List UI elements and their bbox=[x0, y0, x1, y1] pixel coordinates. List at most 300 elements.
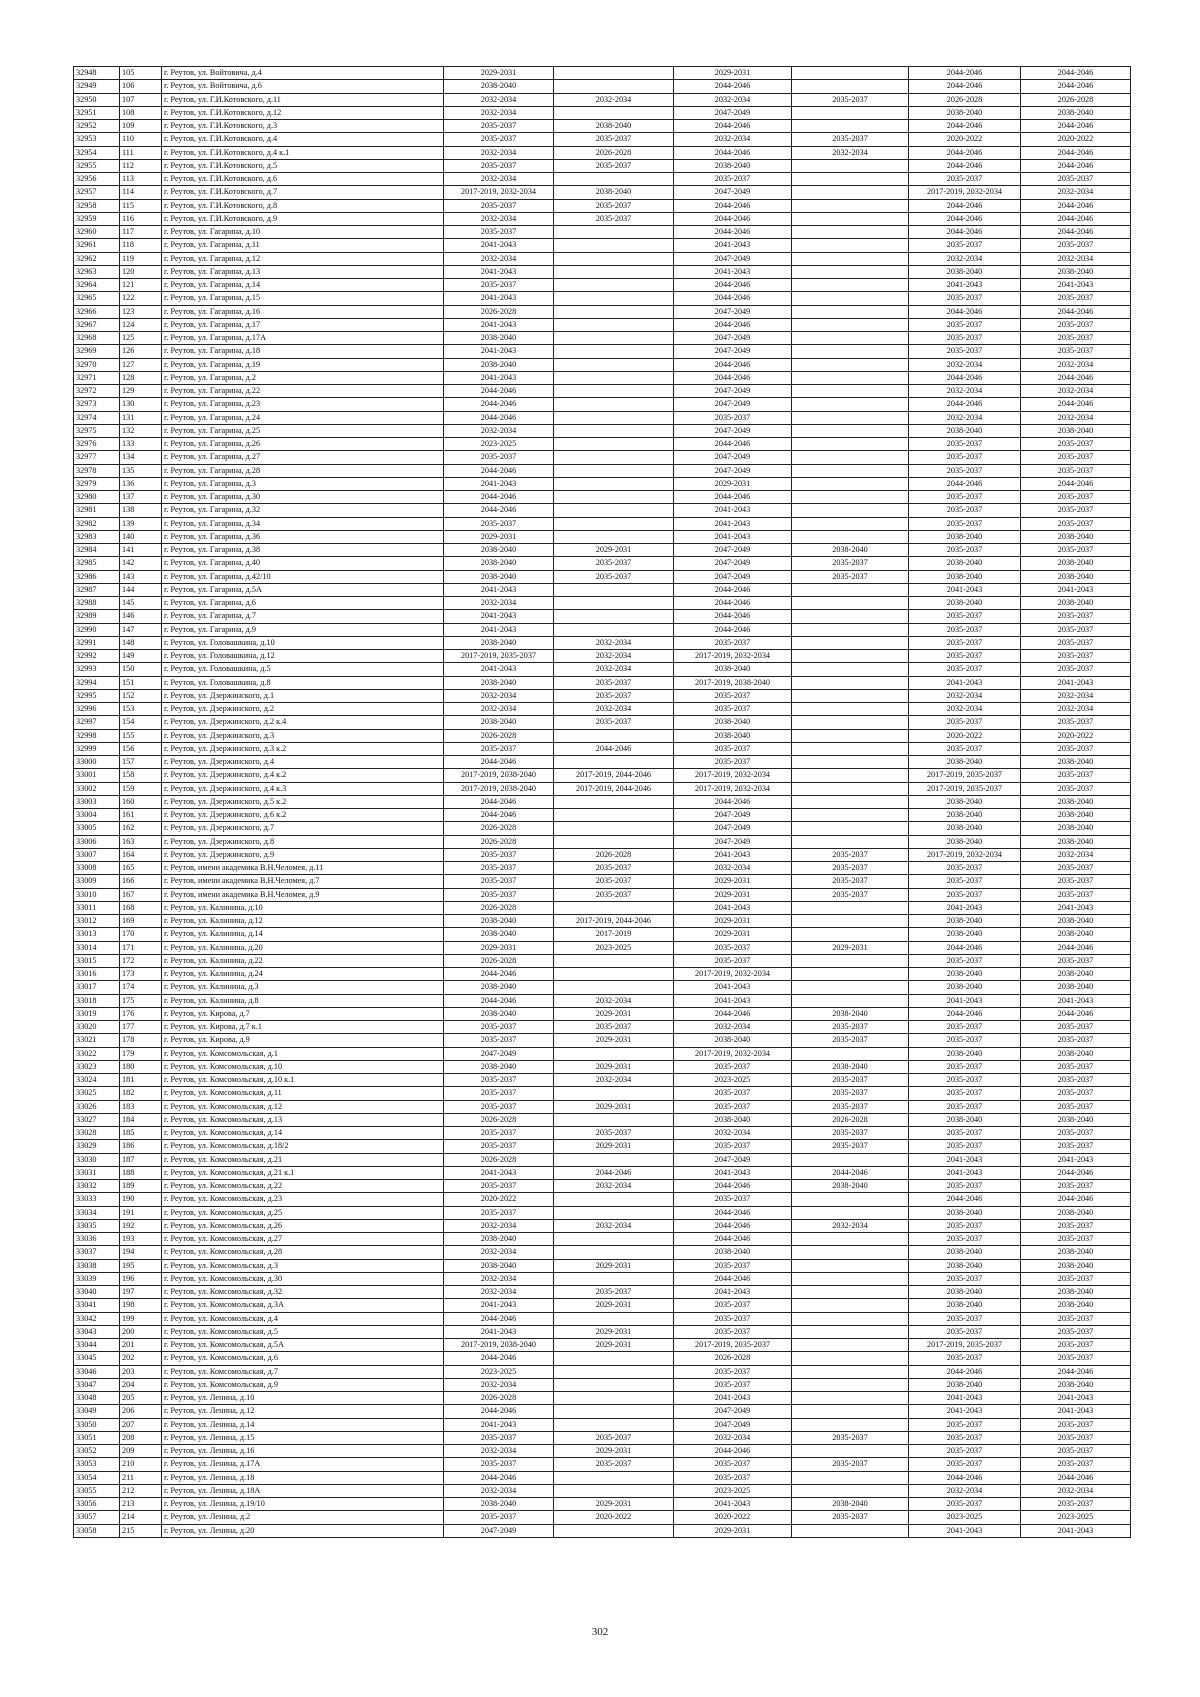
table-row bbox=[74, 1524, 1131, 1537]
period-1-cell: 2044-2046 bbox=[444, 756, 554, 769]
period-6-cell: 2035-2037 bbox=[1021, 1127, 1131, 1140]
period-2-cell bbox=[554, 623, 674, 636]
period-2-cell: 2035-2037 bbox=[554, 1286, 674, 1299]
row-number-cell: 149 bbox=[120, 650, 162, 663]
period-6-cell: 2035-2037 bbox=[1021, 716, 1131, 729]
period-3-cell: 2047-2049 bbox=[674, 835, 792, 848]
period-2-cell bbox=[554, 385, 674, 398]
row-number-cell: 115 bbox=[120, 199, 162, 212]
period-3-cell: 2029-2031 bbox=[674, 888, 792, 901]
period-3-cell: 2035-2037 bbox=[674, 636, 792, 649]
period-5-cell: 2035-2037 bbox=[909, 1272, 1021, 1285]
period-4-cell bbox=[792, 756, 909, 769]
address-cell: г. Реутов, ул. Комсомольская, д.4 bbox=[162, 1312, 444, 1325]
period-4-cell bbox=[792, 239, 909, 252]
address-cell: г. Реутов, ул. Ленина, д.15 bbox=[162, 1431, 444, 1444]
period-5-cell: 2035-2037 bbox=[909, 663, 1021, 676]
period-6-cell: 2026-2028 bbox=[1021, 93, 1131, 106]
period-2-cell bbox=[554, 67, 674, 80]
address-cell: г. Реутов, ул. Ленина, д.18 bbox=[162, 1471, 444, 1484]
table-row bbox=[74, 345, 1131, 358]
record-id-cell: 32980 bbox=[74, 491, 120, 504]
period-3-cell: 2032-2034 bbox=[674, 1431, 792, 1444]
period-6-cell: 2035-2037 bbox=[1021, 888, 1131, 901]
period-4-cell bbox=[792, 424, 909, 437]
address-cell: г. Реутов, ул. Гагарина, д.14 bbox=[162, 279, 444, 292]
address-cell: г. Реутов, ул. Гагарина, д.42/10 bbox=[162, 570, 444, 583]
period-2-cell bbox=[554, 729, 674, 742]
address-cell: г. Реутов, ул. Гагарина, д.22 bbox=[162, 385, 444, 398]
period-5-cell: 2035-2037 bbox=[909, 292, 1021, 305]
period-3-cell: 2047-2049 bbox=[674, 106, 792, 119]
period-4-cell bbox=[792, 226, 909, 239]
period-5-cell: 2038-2040 bbox=[909, 265, 1021, 278]
period-1-cell: 2038-2040 bbox=[444, 557, 554, 570]
record-id-cell: 33050 bbox=[74, 1418, 120, 1431]
period-4-cell bbox=[792, 742, 909, 755]
period-1-cell: 2035-2037 bbox=[444, 133, 554, 146]
record-id-cell: 33022 bbox=[74, 1047, 120, 1060]
period-2-cell: 2032-2034 bbox=[554, 663, 674, 676]
record-id-cell: 32958 bbox=[74, 199, 120, 212]
table-row bbox=[74, 1259, 1131, 1272]
row-number-cell: 161 bbox=[120, 809, 162, 822]
row-number-cell: 174 bbox=[120, 981, 162, 994]
table-row bbox=[74, 464, 1131, 477]
row-number-cell: 162 bbox=[120, 822, 162, 835]
row-number-cell: 105 bbox=[120, 67, 162, 80]
period-3-cell: 2044-2046 bbox=[674, 795, 792, 808]
address-cell: г. Реутов, ул. Дзержинского, д.4 bbox=[162, 756, 444, 769]
period-2-cell bbox=[554, 901, 674, 914]
row-number-cell: 143 bbox=[120, 570, 162, 583]
period-4-cell bbox=[792, 729, 909, 742]
period-2-cell bbox=[554, 822, 674, 835]
record-id-cell: 33014 bbox=[74, 941, 120, 954]
period-1-cell: 2044-2046 bbox=[444, 1352, 554, 1365]
record-id-cell: 33001 bbox=[74, 769, 120, 782]
table-row bbox=[74, 1365, 1131, 1378]
table-row bbox=[74, 1431, 1131, 1444]
period-3-cell: 2029-2031 bbox=[674, 1524, 792, 1537]
period-5-cell: 2035-2037 bbox=[909, 862, 1021, 875]
period-4-cell: 2035-2037 bbox=[792, 848, 909, 861]
table-row bbox=[74, 1352, 1131, 1365]
period-6-cell: 2035-2037 bbox=[1021, 332, 1131, 345]
period-1-cell: 2038-2040 bbox=[444, 636, 554, 649]
record-id-cell: 33055 bbox=[74, 1484, 120, 1497]
period-6-cell: 2035-2037 bbox=[1021, 769, 1131, 782]
period-1-cell: 2044-2046 bbox=[444, 795, 554, 808]
row-number-cell: 116 bbox=[120, 212, 162, 225]
period-4-cell bbox=[792, 981, 909, 994]
period-5-cell: 2035-2037 bbox=[909, 1445, 1021, 1458]
table-row bbox=[74, 1219, 1131, 1232]
row-number-cell: 107 bbox=[120, 93, 162, 106]
period-2-cell bbox=[554, 491, 674, 504]
period-1-cell: 2044-2046 bbox=[444, 1471, 554, 1484]
period-6-cell: 2038-2040 bbox=[1021, 570, 1131, 583]
table-row bbox=[74, 1113, 1131, 1126]
period-6-cell: 2035-2037 bbox=[1021, 345, 1131, 358]
period-5-cell: 2044-2046 bbox=[909, 120, 1021, 133]
row-number-cell: 169 bbox=[120, 915, 162, 928]
period-5-cell: 2035-2037 bbox=[909, 1312, 1021, 1325]
period-4-cell bbox=[792, 186, 909, 199]
address-cell: г. Реутов, ул. Гагарина, д.36 bbox=[162, 530, 444, 543]
period-3-cell: 2044-2046 bbox=[674, 597, 792, 610]
address-cell: г. Реутов, ул. Г.И.Котовского, д.11 bbox=[162, 93, 444, 106]
period-3-cell: 2044-2046 bbox=[674, 358, 792, 371]
row-number-cell: 171 bbox=[120, 941, 162, 954]
period-4-cell bbox=[792, 597, 909, 610]
period-6-cell: 2035-2037 bbox=[1021, 1180, 1131, 1193]
period-1-cell: 2038-2040 bbox=[444, 1498, 554, 1511]
record-id-cell: 33018 bbox=[74, 994, 120, 1007]
period-6-cell: 2035-2037 bbox=[1021, 1498, 1131, 1511]
period-6-cell: 2038-2040 bbox=[1021, 809, 1131, 822]
record-id-cell: 32955 bbox=[74, 159, 120, 172]
row-number-cell: 123 bbox=[120, 305, 162, 318]
period-5-cell: 2035-2037 bbox=[909, 438, 1021, 451]
period-6-cell: 2035-2037 bbox=[1021, 954, 1131, 967]
period-5-cell: 2038-2040 bbox=[909, 981, 1021, 994]
period-6-cell: 2044-2046 bbox=[1021, 371, 1131, 384]
address-cell: г. Реутов, ул. Г.И.Котовского, д.12 bbox=[162, 106, 444, 119]
period-6-cell: 2035-2037 bbox=[1021, 875, 1131, 888]
address-cell: г. Реутов, ул. Головашкина, д.5 bbox=[162, 663, 444, 676]
period-2-cell: 2035-2037 bbox=[554, 888, 674, 901]
period-3-cell: 2017-2019, 2032-2034 bbox=[674, 782, 792, 795]
address-cell: г. Реутов, ул. Дзержинского, д.7 bbox=[162, 822, 444, 835]
period-4-cell bbox=[792, 1445, 909, 1458]
row-number-cell: 137 bbox=[120, 491, 162, 504]
period-3-cell: 2047-2049 bbox=[674, 345, 792, 358]
period-1-cell: 2029-2031 bbox=[444, 67, 554, 80]
period-2-cell: 2029-2031 bbox=[554, 1299, 674, 1312]
period-4-cell bbox=[792, 530, 909, 543]
period-6-cell: 2035-2037 bbox=[1021, 1140, 1131, 1153]
period-6-cell: 2035-2037 bbox=[1021, 650, 1131, 663]
period-5-cell: 2038-2040 bbox=[909, 557, 1021, 570]
period-6-cell: 2035-2037 bbox=[1021, 1087, 1131, 1100]
table-row bbox=[74, 133, 1131, 146]
period-2-cell: 2017-2019 bbox=[554, 928, 674, 941]
period-3-cell: 2044-2046 bbox=[674, 438, 792, 451]
table-row bbox=[74, 716, 1131, 729]
period-3-cell: 2044-2046 bbox=[674, 1272, 792, 1285]
period-4-cell bbox=[792, 610, 909, 623]
row-number-cell: 201 bbox=[120, 1339, 162, 1352]
table-row bbox=[74, 610, 1131, 623]
period-5-cell: 2035-2037 bbox=[909, 623, 1021, 636]
period-3-cell: 2044-2046 bbox=[674, 146, 792, 159]
period-5-cell: 2035-2037 bbox=[909, 464, 1021, 477]
period-1-cell: 2044-2046 bbox=[444, 968, 554, 981]
period-4-cell: 2035-2037 bbox=[792, 557, 909, 570]
record-id-cell: 32972 bbox=[74, 385, 120, 398]
period-2-cell bbox=[554, 438, 674, 451]
row-number-cell: 160 bbox=[120, 795, 162, 808]
address-cell: г. Реутов, ул. Калинина, д.3 bbox=[162, 981, 444, 994]
address-cell: г. Реутов, ул. Гагарина, д.28 bbox=[162, 464, 444, 477]
period-3-cell: 2044-2046 bbox=[674, 1219, 792, 1232]
period-4-cell: 2035-2037 bbox=[792, 1140, 909, 1153]
period-3-cell: 2035-2037 bbox=[674, 1060, 792, 1073]
period-1-cell: 2032-2034 bbox=[444, 703, 554, 716]
row-number-cell: 117 bbox=[120, 226, 162, 239]
period-1-cell: 2041-2043 bbox=[444, 610, 554, 623]
period-5-cell: 2041-2043 bbox=[909, 1153, 1021, 1166]
period-1-cell: 2017-2019, 2035-2037 bbox=[444, 650, 554, 663]
record-id-cell: 33040 bbox=[74, 1286, 120, 1299]
period-2-cell: 2035-2037 bbox=[554, 1431, 674, 1444]
record-id-cell: 33027 bbox=[74, 1113, 120, 1126]
period-4-cell bbox=[792, 1259, 909, 1272]
record-id-cell: 32984 bbox=[74, 544, 120, 557]
table-row bbox=[74, 1246, 1131, 1259]
period-1-cell: 2044-2046 bbox=[444, 411, 554, 424]
period-5-cell: 2044-2046 bbox=[909, 1193, 1021, 1206]
row-number-cell: 127 bbox=[120, 358, 162, 371]
record-id-cell: 32988 bbox=[74, 597, 120, 610]
period-5-cell: 2035-2037 bbox=[909, 875, 1021, 888]
record-id-cell: 33028 bbox=[74, 1127, 120, 1140]
period-5-cell: 2035-2037 bbox=[909, 610, 1021, 623]
record-id-cell: 33047 bbox=[74, 1378, 120, 1391]
period-2-cell: 2044-2046 bbox=[554, 1166, 674, 1179]
period-4-cell bbox=[792, 173, 909, 186]
record-id-cell: 32973 bbox=[74, 398, 120, 411]
period-6-cell: 2035-2037 bbox=[1021, 862, 1131, 875]
period-6-cell: 2032-2034 bbox=[1021, 385, 1131, 398]
address-cell: г. Реутов, ул. Дзержинского, д.2 к.4 bbox=[162, 716, 444, 729]
period-2-cell: 2032-2034 bbox=[554, 650, 674, 663]
table-row bbox=[74, 1445, 1131, 1458]
row-number-cell: 192 bbox=[120, 1219, 162, 1232]
table-row bbox=[74, 1392, 1131, 1405]
period-6-cell: 2044-2046 bbox=[1021, 67, 1131, 80]
period-2-cell bbox=[554, 252, 674, 265]
period-1-cell: 2035-2037 bbox=[444, 875, 554, 888]
period-2-cell: 2035-2037 bbox=[554, 716, 674, 729]
period-6-cell: 2035-2037 bbox=[1021, 1325, 1131, 1338]
period-6-cell: 2035-2037 bbox=[1021, 1352, 1131, 1365]
period-2-cell bbox=[554, 106, 674, 119]
period-3-cell: 2047-2049 bbox=[674, 544, 792, 557]
page-number: 302 bbox=[591, 1626, 609, 1638]
row-number-cell: 153 bbox=[120, 703, 162, 716]
period-6-cell: 2035-2037 bbox=[1021, 1418, 1131, 1431]
period-6-cell: 2020-2022 bbox=[1021, 133, 1131, 146]
period-1-cell: 2047-2049 bbox=[444, 1047, 554, 1060]
row-number-cell: 183 bbox=[120, 1100, 162, 1113]
period-2-cell bbox=[554, 1206, 674, 1219]
period-5-cell: 2041-2043 bbox=[909, 1166, 1021, 1179]
table-row bbox=[74, 1299, 1131, 1312]
row-number-cell: 189 bbox=[120, 1180, 162, 1193]
period-5-cell: 2035-2037 bbox=[909, 1325, 1021, 1338]
period-1-cell: 2038-2040 bbox=[444, 716, 554, 729]
period-3-cell: 2044-2046 bbox=[674, 1445, 792, 1458]
period-6-cell: 2035-2037 bbox=[1021, 1431, 1131, 1444]
table-row bbox=[74, 663, 1131, 676]
period-6-cell: 2038-2040 bbox=[1021, 1206, 1131, 1219]
row-number-cell: 186 bbox=[120, 1140, 162, 1153]
period-5-cell: 2038-2040 bbox=[909, 1259, 1021, 1272]
period-6-cell: 2038-2040 bbox=[1021, 1286, 1131, 1299]
period-3-cell: 2035-2037 bbox=[674, 742, 792, 755]
address-cell: г. Реутов, ул. Гагарина, д.2 bbox=[162, 371, 444, 384]
address-cell: г. Реутов, ул. Дзержинского, д.9 bbox=[162, 848, 444, 861]
period-6-cell: 2032-2034 bbox=[1021, 848, 1131, 861]
period-3-cell: 2044-2046 bbox=[674, 491, 792, 504]
address-cell: г. Реутов, ул. Кирова, д.7 к.1 bbox=[162, 1021, 444, 1034]
record-id-cell: 33048 bbox=[74, 1392, 120, 1405]
row-number-cell: 197 bbox=[120, 1286, 162, 1299]
period-5-cell: 2035-2037 bbox=[909, 1180, 1021, 1193]
address-cell: г. Реутов, ул. Гагарина, д.3 bbox=[162, 477, 444, 490]
period-6-cell: 2038-2040 bbox=[1021, 968, 1131, 981]
address-cell: г. Реутов, ул. Комсомольская, д.5 bbox=[162, 1325, 444, 1338]
period-6-cell: 2044-2046 bbox=[1021, 80, 1131, 93]
row-number-cell: 156 bbox=[120, 742, 162, 755]
period-2-cell bbox=[554, 530, 674, 543]
period-6-cell: 2044-2046 bbox=[1021, 1365, 1131, 1378]
record-id-cell: 32981 bbox=[74, 504, 120, 517]
period-5-cell: 2035-2037 bbox=[909, 1034, 1021, 1047]
record-id-cell: 33007 bbox=[74, 848, 120, 861]
address-cell: г. Реутов, ул. Дзержинского, д.8 bbox=[162, 835, 444, 848]
table-row bbox=[74, 1418, 1131, 1431]
period-1-cell: 2026-2028 bbox=[444, 305, 554, 318]
period-6-cell: 2035-2037 bbox=[1021, 1100, 1131, 1113]
record-id-cell: 33056 bbox=[74, 1498, 120, 1511]
period-5-cell: 2044-2046 bbox=[909, 80, 1021, 93]
address-cell: г. Реутов, ул. Калинина, д.12 bbox=[162, 915, 444, 928]
period-5-cell: 2038-2040 bbox=[909, 597, 1021, 610]
table-row bbox=[74, 106, 1131, 119]
period-3-cell: 2047-2049 bbox=[674, 464, 792, 477]
table-row bbox=[74, 954, 1131, 967]
period-4-cell bbox=[792, 159, 909, 172]
period-1-cell: 2038-2040 bbox=[444, 1007, 554, 1020]
period-5-cell: 2035-2037 bbox=[909, 742, 1021, 755]
period-5-cell: 2035-2037 bbox=[909, 1352, 1021, 1365]
table-row bbox=[74, 1127, 1131, 1140]
address-cell: г. Реутов, ул. Гагарина, д.7 bbox=[162, 610, 444, 623]
record-id-cell: 33054 bbox=[74, 1471, 120, 1484]
period-3-cell: 2041-2043 bbox=[674, 1166, 792, 1179]
period-6-cell: 2044-2046 bbox=[1021, 398, 1131, 411]
record-id-cell: 32953 bbox=[74, 133, 120, 146]
table-row bbox=[74, 1498, 1131, 1511]
period-1-cell: 2038-2040 bbox=[444, 915, 554, 928]
period-4-cell: 2044-2046 bbox=[792, 1166, 909, 1179]
row-number-cell: 164 bbox=[120, 848, 162, 861]
record-id-cell: 32990 bbox=[74, 623, 120, 636]
period-3-cell: 2029-2031 bbox=[674, 67, 792, 80]
table-row bbox=[74, 928, 1131, 941]
period-2-cell: 2035-2037 bbox=[554, 689, 674, 702]
period-2-cell bbox=[554, 451, 674, 464]
address-cell: г. Реутов, ул. Г.И.Котовского, д.7 bbox=[162, 186, 444, 199]
address-cell: г. Реутов, ул. Войтовича, д.6 bbox=[162, 80, 444, 93]
period-3-cell: 2047-2049 bbox=[674, 186, 792, 199]
address-cell: г. Реутов, ул. Комсомольская, д.26 bbox=[162, 1219, 444, 1232]
period-1-cell: 2017-2019, 2032-2034 bbox=[444, 186, 554, 199]
period-1-cell: 2041-2043 bbox=[444, 371, 554, 384]
address-cell: г. Реутов, ул. Дзержинского, д.4 к.2 bbox=[162, 769, 444, 782]
record-id-cell: 33042 bbox=[74, 1312, 120, 1325]
period-6-cell: 2038-2040 bbox=[1021, 1047, 1131, 1060]
period-5-cell: 2035-2037 bbox=[909, 1418, 1021, 1431]
record-id-cell: 32989 bbox=[74, 610, 120, 623]
period-5-cell: 2023-2025 bbox=[909, 1511, 1021, 1524]
table-row bbox=[74, 862, 1131, 875]
row-number-cell: 203 bbox=[120, 1365, 162, 1378]
period-6-cell: 2038-2040 bbox=[1021, 1246, 1131, 1259]
address-cell: г. Реутов, ул. Комсомольская, д.21 к.1 bbox=[162, 1166, 444, 1179]
table-row bbox=[74, 769, 1131, 782]
record-id-cell: 33034 bbox=[74, 1206, 120, 1219]
period-5-cell: 2044-2046 bbox=[909, 146, 1021, 159]
period-3-cell: 2047-2049 bbox=[674, 252, 792, 265]
period-1-cell: 2041-2043 bbox=[444, 663, 554, 676]
period-6-cell: 2038-2040 bbox=[1021, 981, 1131, 994]
period-5-cell: 2038-2040 bbox=[909, 424, 1021, 437]
table-row bbox=[74, 292, 1131, 305]
address-cell: г. Реутов, имени академика В.Н.Челомея, д.7 bbox=[162, 875, 444, 888]
address-cell: г. Реутов, ул. Гагарина, д.38 bbox=[162, 544, 444, 557]
period-1-cell: 2041-2043 bbox=[444, 1166, 554, 1179]
row-number-cell: 172 bbox=[120, 954, 162, 967]
record-id-cell: 33000 bbox=[74, 756, 120, 769]
period-5-cell: 2041-2043 bbox=[909, 1405, 1021, 1418]
period-1-cell: 2032-2034 bbox=[444, 1445, 554, 1458]
row-number-cell: 182 bbox=[120, 1087, 162, 1100]
period-4-cell bbox=[792, 451, 909, 464]
table-row bbox=[74, 1206, 1131, 1219]
period-5-cell: 2038-2040 bbox=[909, 1299, 1021, 1312]
period-6-cell: 2035-2037 bbox=[1021, 636, 1131, 649]
table-row bbox=[74, 703, 1131, 716]
row-number-cell: 121 bbox=[120, 279, 162, 292]
period-4-cell bbox=[792, 769, 909, 782]
period-5-cell: 2044-2046 bbox=[909, 212, 1021, 225]
period-2-cell bbox=[554, 371, 674, 384]
period-3-cell: 2044-2046 bbox=[674, 623, 792, 636]
period-4-cell: 2029-2031 bbox=[792, 941, 909, 954]
period-2-cell bbox=[554, 424, 674, 437]
period-2-cell: 2029-2031 bbox=[554, 1259, 674, 1272]
address-cell: г. Реутов, ул. Гагарина, д.24 bbox=[162, 411, 444, 424]
period-4-cell bbox=[792, 676, 909, 689]
period-1-cell: 2023-2025 bbox=[444, 1365, 554, 1378]
period-5-cell: 2035-2037 bbox=[909, 345, 1021, 358]
period-3-cell: 2047-2049 bbox=[674, 398, 792, 411]
address-cell: г. Реутов, ул. Комсомольская, д.6 bbox=[162, 1352, 444, 1365]
row-number-cell: 212 bbox=[120, 1484, 162, 1497]
period-6-cell: 2035-2037 bbox=[1021, 464, 1131, 477]
period-1-cell: 2026-2028 bbox=[444, 1153, 554, 1166]
record-id-cell: 32960 bbox=[74, 226, 120, 239]
record-id-cell: 33053 bbox=[74, 1458, 120, 1471]
record-id-cell: 32986 bbox=[74, 570, 120, 583]
period-6-cell: 2038-2040 bbox=[1021, 835, 1131, 848]
period-1-cell: 2041-2043 bbox=[444, 292, 554, 305]
period-3-cell: 2044-2046 bbox=[674, 1206, 792, 1219]
